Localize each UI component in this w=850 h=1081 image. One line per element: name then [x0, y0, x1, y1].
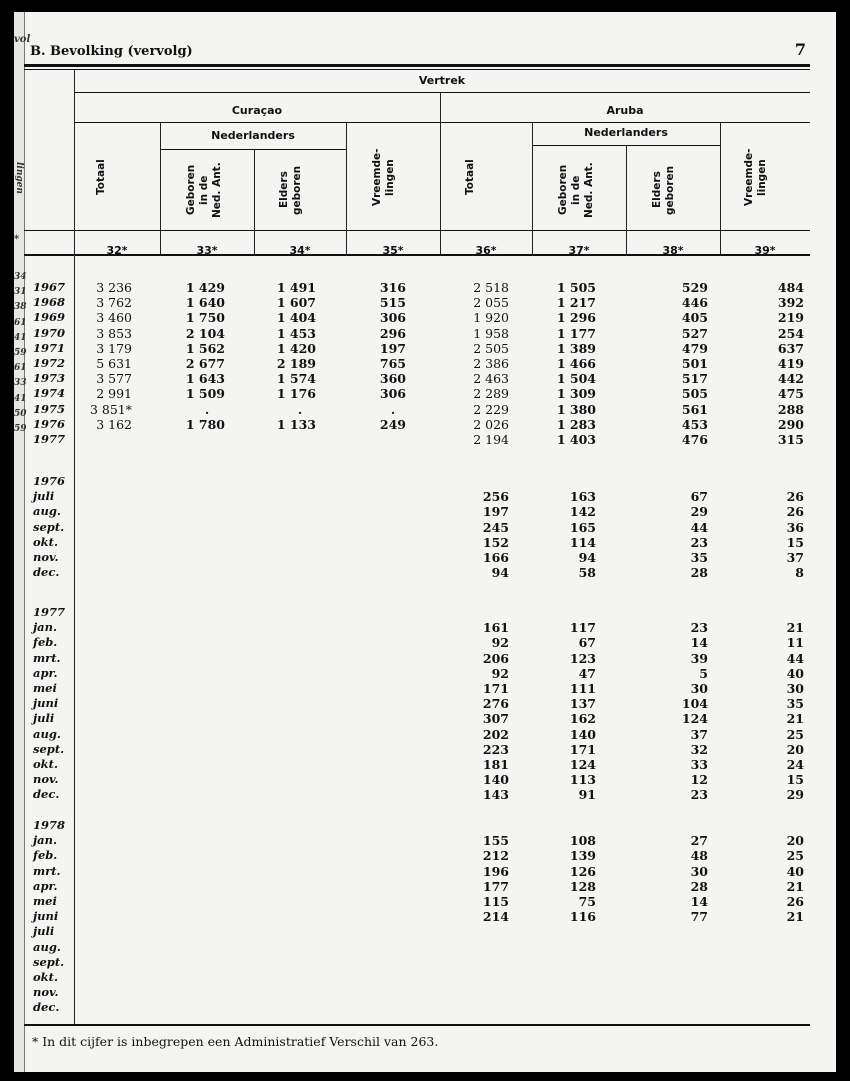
- table-cell: 212: [482, 848, 509, 864]
- vertrek-heading: Vertrek: [418, 74, 466, 87]
- gutter-number: 59: [14, 424, 27, 434]
- column-header-7: Elders geboren: [651, 165, 676, 215]
- table-cell: 37: [786, 550, 804, 565]
- row-label: dec.: [33, 787, 60, 802]
- table-cell: 5 631: [96, 356, 132, 371]
- table-cell: 92: [491, 635, 509, 651]
- column-header-1: Totaal: [95, 159, 107, 196]
- table-cell: 479: [681, 340, 708, 356]
- table-cell: 637: [777, 340, 804, 356]
- table-cell: 1 453: [276, 325, 316, 341]
- table-cell: 44: [786, 650, 804, 666]
- table-cell: 442: [777, 371, 804, 387]
- table-cell: 3 853: [96, 325, 132, 341]
- table-cell: 1 640: [185, 295, 225, 311]
- page-number: 7: [794, 40, 806, 59]
- gutter-number: 41: [14, 332, 27, 343]
- table-cell: 360: [379, 371, 406, 387]
- table-cell: 2 463: [473, 371, 509, 387]
- table-cell: 128: [569, 878, 596, 894]
- row-label: apr.: [33, 665, 58, 680]
- row-label: feb.: [33, 848, 58, 863]
- gutter-text-mid: lingen: [14, 162, 24, 194]
- table-cell: 202: [482, 726, 509, 742]
- column-number-6: 37*: [568, 244, 590, 257]
- table-cell: 8: [795, 565, 804, 581]
- table-cell: 307: [482, 711, 509, 727]
- table-cell: 392: [777, 295, 804, 311]
- table-cell: 67: [690, 489, 708, 505]
- table-cell: 30: [690, 863, 708, 879]
- gutter-text-top: vol: [14, 34, 31, 45]
- table-cell: 117: [569, 620, 596, 636]
- block-year-heading: 1978: [33, 818, 66, 832]
- row-label: jan.: [33, 833, 57, 848]
- table-cell: 315: [777, 432, 804, 447]
- table-cell: 1 504: [556, 371, 596, 387]
- table-cell: 249: [379, 416, 406, 432]
- table-cell: 1 562: [185, 340, 225, 356]
- table-cell: 28: [690, 878, 708, 894]
- top-double-rule: [24, 64, 810, 67]
- table-cell: 40: [786, 863, 804, 879]
- table-cell: 124: [681, 711, 708, 727]
- table-cell: 1 429: [185, 280, 225, 295]
- table-cell: 2 505: [473, 340, 509, 356]
- table-cell: 3 851*: [89, 401, 132, 417]
- table-cell: 2 055: [473, 295, 509, 311]
- page-title: B. Bevolking (vervolg): [30, 44, 193, 59]
- table-cell: .: [390, 401, 396, 417]
- table-cell: 2 386: [473, 356, 509, 371]
- row-label: 1968: [33, 295, 66, 310]
- table-cell: 140: [482, 772, 509, 788]
- table-cell: 1 509: [185, 386, 225, 402]
- table-cell: 27: [690, 833, 708, 849]
- column-header-5: Totaal: [464, 159, 476, 196]
- table-cell: 26: [786, 489, 804, 505]
- table-cell: 113: [569, 772, 596, 788]
- gutter-number: 41: [14, 393, 27, 404]
- table-cell: 15: [786, 534, 804, 550]
- gutter-number: 31: [14, 287, 27, 298]
- table-cell: 197: [379, 340, 406, 356]
- table-cell: 1 505: [556, 280, 596, 295]
- table-cell: 58: [578, 565, 596, 581]
- row-label: dec.: [33, 1000, 60, 1015]
- table-cell: 108: [569, 833, 596, 849]
- region-rule: [74, 122, 810, 123]
- table-cell: 23: [690, 620, 708, 636]
- row-label: 1972: [33, 356, 66, 370]
- table-cell: 36: [786, 519, 804, 535]
- row-label: apr.: [33, 878, 58, 893]
- gutter-number: 61: [14, 363, 27, 374]
- table-cell: 114: [569, 534, 596, 550]
- table-cell: 306: [379, 310, 406, 326]
- table-cell: 137: [569, 696, 596, 712]
- table-cell: 166: [482, 550, 509, 565]
- table-cell: 2 026: [473, 416, 509, 432]
- table-cell: 75: [578, 894, 596, 909]
- footnote: * In dit cijfer is inbegrepen een Administratief Verschil van 263.: [32, 1034, 439, 1049]
- table-cell: 5: [699, 665, 708, 681]
- table-cell: 3 460: [96, 310, 132, 326]
- table-cell: 1 491: [276, 280, 316, 295]
- table-cell: 2 991: [96, 386, 132, 402]
- table-cell: 765: [379, 356, 406, 371]
- row-label: aug.: [33, 504, 61, 519]
- document-page: [14, 12, 836, 1072]
- table-cell: 214: [482, 909, 509, 925]
- row-label: aug.: [33, 726, 61, 741]
- table-cell: 529: [681, 280, 708, 295]
- table-cell: 181: [482, 757, 509, 772]
- table-cell: 1 958: [473, 325, 509, 341]
- row-label: okt.: [33, 534, 58, 549]
- table-cell: 25: [786, 848, 804, 864]
- table-cell: 140: [569, 726, 596, 742]
- table-cell: 39: [690, 650, 708, 666]
- table-cell: 104: [681, 696, 708, 712]
- table-cell: 1 177: [556, 325, 596, 341]
- table-cell: 44: [690, 519, 708, 535]
- table-cell: 2 104: [185, 325, 225, 341]
- table-cell: 11: [786, 635, 804, 651]
- row-label: 1971: [33, 340, 66, 355]
- table-cell: 405: [681, 310, 708, 326]
- table-cell: 254: [777, 325, 804, 341]
- row-label: 1976: [33, 416, 66, 431]
- table-cell: 161: [482, 620, 509, 636]
- row-label: 1969: [33, 310, 66, 325]
- table-cell: 256: [482, 489, 509, 505]
- row-label: juli: [33, 489, 55, 504]
- table-cell: 67: [578, 635, 596, 651]
- table-cell: 2 189: [276, 356, 316, 371]
- table-cell: 276: [482, 696, 509, 712]
- column-header-4: Vreemde- lingen: [371, 148, 396, 207]
- row-label: 1973: [33, 371, 66, 386]
- table-cell: 288: [777, 401, 804, 417]
- table-cell: 1 309: [556, 386, 596, 402]
- table-cell: 484: [777, 280, 804, 295]
- table-cell: 177: [482, 878, 509, 894]
- table-cell: 1 750: [185, 310, 225, 326]
- bottom-rule: [24, 1024, 810, 1026]
- table-cell: 77: [690, 909, 708, 925]
- table-cell: 475: [777, 386, 804, 402]
- table-cell: 3 179: [96, 340, 132, 356]
- table-cell: 446: [681, 295, 708, 311]
- table-cell: 501: [681, 356, 708, 371]
- table-cell: 14: [690, 894, 708, 909]
- table-cell: 32: [690, 741, 708, 757]
- table-cell: 94: [578, 550, 596, 565]
- table-cell: 223: [482, 741, 509, 757]
- previous-page-edge: [14, 12, 31, 1072]
- table-cell: 197: [482, 504, 509, 520]
- table-cell: 1 643: [185, 371, 225, 387]
- aruba-nederlanders-heading: Nederlanders: [584, 126, 668, 139]
- table-cell: 37: [690, 726, 708, 742]
- col-divider-7: [720, 122, 721, 254]
- row-label: sept.: [33, 741, 65, 756]
- row-label: 1977: [33, 432, 66, 446]
- gutter-number: 50: [14, 408, 27, 419]
- table-cell: 48: [690, 848, 708, 864]
- table-cell: 143: [482, 787, 509, 803]
- table-cell: 35: [786, 696, 804, 712]
- table-cell: 505: [681, 386, 708, 402]
- table-cell: 21: [786, 878, 804, 894]
- column-header-2: Geboren in de Ned. Ant.: [185, 162, 223, 218]
- table-cell: 15: [786, 772, 804, 788]
- table-cell: 1 283: [556, 416, 596, 432]
- table-cell: 142: [569, 504, 596, 520]
- table-cell: 1 176: [276, 386, 316, 402]
- table-cell: 26: [786, 504, 804, 520]
- table-cell: 1 133: [276, 416, 316, 432]
- row-label: juli: [33, 711, 55, 726]
- table-cell: .: [204, 401, 210, 417]
- table-cell: 3 577: [96, 371, 132, 387]
- gutter-mark: *: [14, 234, 20, 245]
- row-label: okt.: [33, 757, 58, 771]
- table-cell: 1 217: [556, 295, 596, 311]
- table-cell: 1 466: [556, 356, 596, 371]
- row-label: nov.: [33, 550, 59, 564]
- table-cell: 124: [569, 757, 596, 772]
- table-cell: 517: [681, 371, 708, 387]
- table-cell: 2 677: [185, 356, 225, 371]
- gutter-number: 34: [14, 272, 27, 282]
- row-label: nov.: [33, 772, 59, 787]
- table-cell: 26: [786, 894, 804, 909]
- table-cell: 155: [482, 833, 509, 849]
- table-cell: 47: [578, 665, 596, 681]
- table-cell: 111: [569, 681, 596, 696]
- row-label: 1970: [33, 325, 66, 340]
- table-cell: 30: [786, 681, 804, 696]
- table-cell: 30: [690, 681, 708, 696]
- table-cell: 316: [379, 280, 406, 295]
- table-cell: 219: [777, 310, 804, 326]
- top-thin-rule: [24, 69, 810, 70]
- table-cell: 116: [569, 909, 596, 925]
- table-cell: 2 518: [473, 280, 509, 295]
- gutter-number: 38: [14, 302, 27, 313]
- table-cell: 561: [681, 401, 708, 417]
- table-cell: 23: [690, 534, 708, 550]
- table-cell: 20: [786, 833, 804, 849]
- table-cell: 152: [482, 534, 509, 550]
- curacao-ned-rule: [160, 149, 346, 150]
- table-cell: 123: [569, 650, 596, 666]
- table-cell: 2 194: [473, 432, 509, 447]
- col-divider-2: [254, 149, 255, 254]
- column-header-3: Elders geboren: [278, 165, 303, 215]
- row-label: juni: [33, 696, 59, 711]
- table-cell: 296: [379, 325, 406, 341]
- table-cell: 165: [569, 519, 596, 535]
- table-cell: 24: [786, 757, 804, 772]
- table-cell: 162: [569, 711, 596, 727]
- table-cell: 94: [491, 565, 509, 581]
- table-cell: 28: [690, 565, 708, 581]
- row-label: 1975: [33, 401, 66, 416]
- table-cell: 1 403: [556, 432, 596, 447]
- table-cell: .: [297, 401, 303, 417]
- gutter-number: 61: [14, 317, 27, 328]
- table-cell: 1 389: [556, 340, 596, 356]
- row-label: 1974: [33, 386, 66, 401]
- table-cell: 1 780: [185, 416, 225, 432]
- table-cell: 91: [578, 787, 596, 803]
- table-cell: 139: [569, 848, 596, 864]
- gutter-number: 59: [14, 348, 27, 358]
- row-label: okt.: [33, 970, 58, 984]
- table-cell: 126: [569, 863, 596, 879]
- table-cell: 23: [690, 787, 708, 803]
- curacao-nederlanders-heading: Nederlanders: [211, 129, 295, 142]
- row-label: juni: [33, 909, 59, 924]
- row-label: dec.: [33, 565, 60, 580]
- aruba-heading: Aruba: [606, 104, 644, 117]
- table-cell: 515: [379, 295, 406, 311]
- curacao-heading: Curaçao: [231, 104, 283, 117]
- gutter-number: 33: [14, 378, 27, 389]
- row-label: sept.: [33, 519, 65, 534]
- table-cell: 3 162: [96, 416, 132, 432]
- table-cell: 1 296: [556, 310, 596, 326]
- column-number-1: 32*: [106, 244, 128, 257]
- column-number-7: 38*: [662, 244, 684, 257]
- table-cell: 1 607: [276, 295, 316, 311]
- row-label: 1967: [33, 280, 66, 294]
- block-year-heading: 1976: [33, 474, 66, 488]
- col-divider-6: [626, 145, 627, 254]
- table-cell: 290: [777, 416, 804, 432]
- table-cell: 3 236: [96, 280, 132, 295]
- table-cell: 21: [786, 909, 804, 925]
- table-cell: 40: [786, 665, 804, 681]
- column-number-4: 35*: [382, 244, 404, 257]
- table-cell: 171: [569, 741, 596, 757]
- table-cell: 3 762: [96, 295, 132, 311]
- table-cell: 306: [379, 386, 406, 402]
- column-number-3: 34*: [289, 244, 311, 257]
- col-divider-3: [346, 122, 347, 254]
- table-cell: 29: [690, 504, 708, 520]
- table-cell: 419: [777, 356, 804, 371]
- table-cell: 21: [786, 620, 804, 636]
- column-header-6: Geboren in de Ned. Ant.: [557, 162, 595, 218]
- table-cell: 12: [690, 772, 708, 788]
- table-cell: 1 420: [276, 340, 316, 356]
- block-year-heading: 1977: [33, 605, 66, 619]
- table-cell: 163: [569, 489, 596, 505]
- table-cell: 1 380: [556, 401, 596, 417]
- row-label: mrt.: [33, 650, 61, 665]
- column-header-8: Vreemde- lingen: [743, 148, 768, 207]
- table-cell: 527: [681, 325, 708, 341]
- table-cell: 33: [690, 757, 708, 772]
- table-cell: 25: [786, 726, 804, 742]
- row-label: aug.: [33, 939, 61, 954]
- table-cell: 1 404: [276, 310, 316, 326]
- row-label: mrt.: [33, 863, 61, 878]
- table-cell: 21: [786, 711, 804, 727]
- row-label: jan.: [33, 620, 57, 635]
- table-cell: 2 289: [473, 386, 509, 402]
- table-cell: 20: [786, 741, 804, 757]
- column-number-5: 36*: [475, 244, 497, 257]
- row-label: mei: [33, 894, 57, 908]
- col-divider-5: [532, 122, 533, 254]
- row-label: sept.: [33, 954, 65, 969]
- row-label: feb.: [33, 635, 58, 650]
- table-cell: 115: [482, 894, 509, 909]
- table-cell: 1 920: [473, 310, 509, 326]
- table-cell: 29: [786, 787, 804, 803]
- head-rule: [24, 230, 810, 231]
- table-cell: 476: [681, 432, 708, 447]
- row-label: mei: [33, 681, 57, 695]
- table-cell: 245: [482, 519, 509, 535]
- column-number-2: 33*: [196, 244, 218, 257]
- vertrek-rule: [74, 92, 810, 93]
- table-cell: 196: [482, 863, 509, 879]
- column-number-8: 39*: [754, 244, 776, 257]
- table-cell: 2 229: [473, 401, 509, 417]
- table-cell: 206: [482, 650, 509, 666]
- table-cell: 1 574: [276, 371, 316, 387]
- table-cell: 171: [482, 681, 509, 696]
- table-cell: 453: [681, 416, 708, 432]
- row-label: juli: [33, 924, 55, 939]
- table-cell: 14: [690, 635, 708, 651]
- table-cell: 92: [491, 665, 509, 681]
- table-cell: 35: [690, 550, 708, 565]
- row-label: nov.: [33, 985, 59, 1000]
